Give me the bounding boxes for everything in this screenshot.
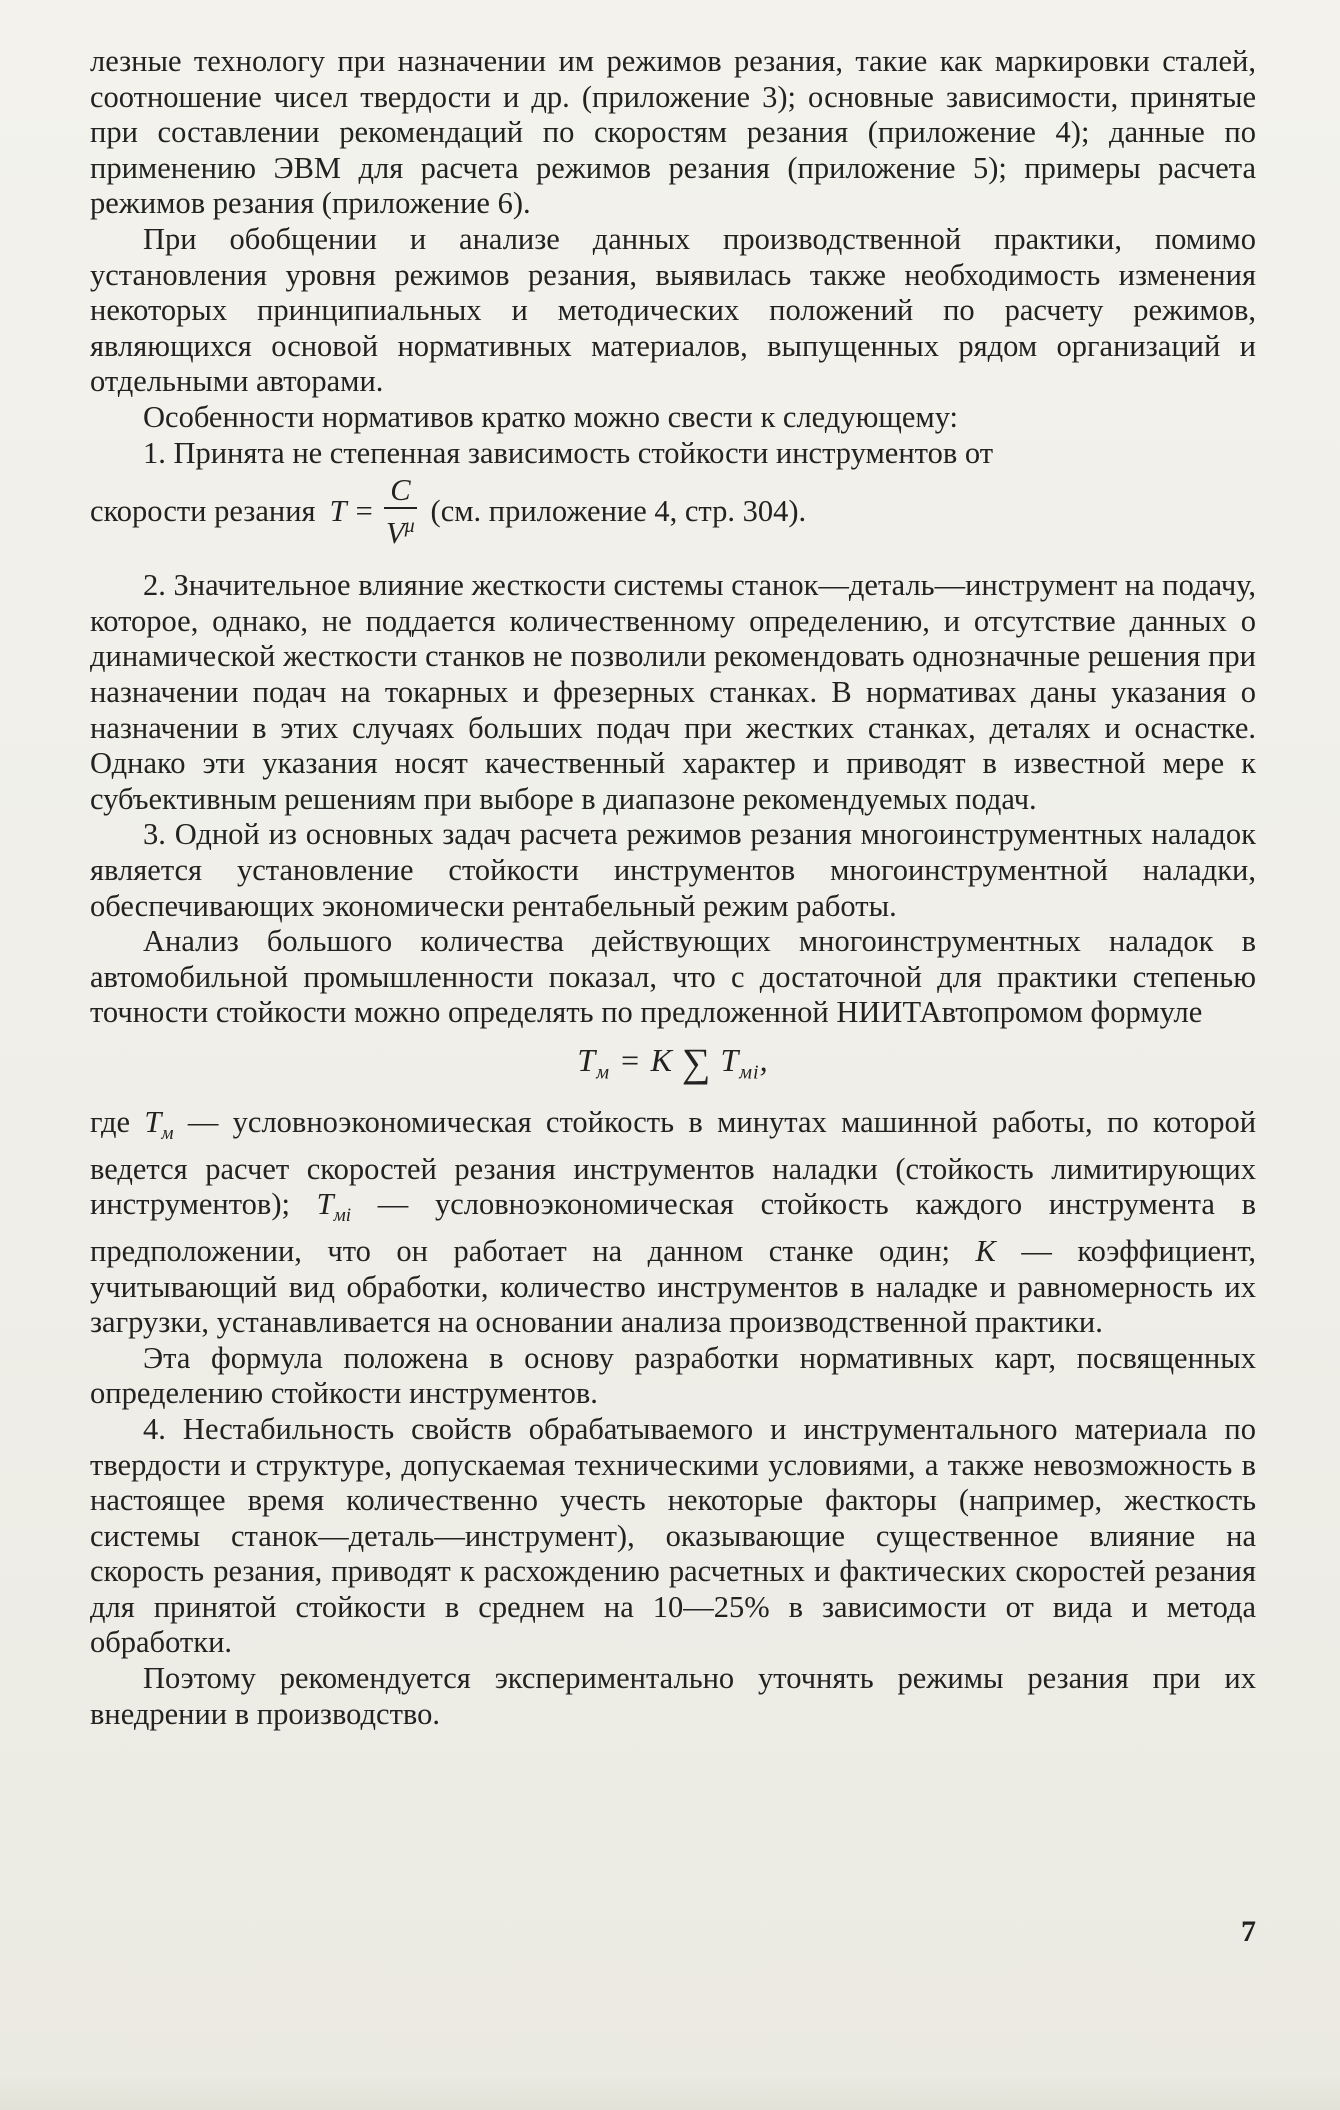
formula2-rhs-sub: мi xyxy=(739,1061,760,1084)
formula-tool-life-velocity xyxy=(90,473,1256,550)
formula-denominator-base: V xyxy=(386,516,405,551)
symbol-tm-base: T xyxy=(144,1104,162,1139)
paragraph-definitions xyxy=(90,1105,1256,1341)
paragraph-item-4: 4. Нестабильность свойств обрабатываемого и инструментального материала по твердости и структуре, допускаемая техническими условиями, а также невозможность в настоящее время количественно учесть некоторые факторы (например, жесткость системы станок—деталь—инструмент), оказывающие существенное влияние на скорость резания, приводят к расхождению расчетных и фактических скоростей резания для принятой стойкости в среднем на 10—25% в зависимости от вида и метода обработки. xyxy=(90,1411,1256,1660)
paragraph-continued: лезные технологу при назначении им режимов резания, такие как маркировки сталей, соотношение чисел твердости и др. (приложение 3); основные зависимости, принятые при составлении рекомендаций по скоростям резания (приложение 4); данные по применению ЭВМ для расчета режимов резания (приложение 5); примеры расчета режимов резания (приложение 6). xyxy=(90,44,1256,221)
formula-conditional-tool-life xyxy=(90,1040,1256,1091)
symbol-tmi-base: T xyxy=(316,1187,334,1222)
formula-suffix: (см. приложение 4, стр. 304). xyxy=(430,493,807,528)
symbol-tmi xyxy=(316,1187,352,1227)
formula2-lhs-sub: м xyxy=(596,1061,610,1084)
formula-denominator xyxy=(386,509,415,550)
paragraph-recommendation: Поэтому рекомендуется экспериментально уточнять режимы резания при их внедрении в производство. xyxy=(90,1661,1256,1731)
sigma-symbol: ∑ xyxy=(681,1040,712,1085)
formula2-lhs: T xyxy=(577,1042,597,1078)
definition-tmi: — условноэкономическая стойкость каждого инструмента в предположении, что он работает на данном станке один; xyxy=(90,1187,1256,1268)
symbol-tm-sub: м xyxy=(161,1123,174,1145)
paragraph-item-1: 1. Принята не степенная зависимость стойкости инструментов от xyxy=(143,435,994,470)
definition-k: — коэффициент, учитывающий вид обработки, количество инструментов в наладке и равномерность их загрузки, устанавливается на основании анализа производственной практики. xyxy=(90,1233,1257,1340)
formula-numerator: C xyxy=(384,473,416,509)
paragraph-formula-basis: Эта формула положена в основу разработки нормативных карт, посвященных определению стойкости инструментов. xyxy=(90,1340,1256,1411)
formula-exponent: μ xyxy=(404,515,415,538)
definitions-where: где xyxy=(90,1104,131,1139)
page-number: 7 xyxy=(1241,1915,1256,1948)
formula2-mid: = K xyxy=(609,1042,682,1078)
formula2-rhs: T xyxy=(720,1042,740,1078)
formula-lhs: T = xyxy=(329,493,375,528)
paragraph-generalization: При обобщении и анализе данных производственной практики, помимо установления уровня режимов резания, выявилась также необходимость изменения некоторых принципиальных и методических положений по расчету режимов, являющихся основой нормативных материалов, выпущенных рядом организаций и отдельными авторами. xyxy=(90,221,1256,399)
symbol-tm xyxy=(144,1104,174,1145)
scan-shadow xyxy=(0,2074,1340,2110)
symbol-tmi-sub: мi xyxy=(333,1205,352,1227)
paragraph-item-3: 3. Одной из основных задач расчета режимов резания многоинструментных наладок является установление стойкости инструментов многоинструментной наладки, обеспечивающих экономически рентабельный режим работы. xyxy=(90,817,1256,923)
symbol-k: K xyxy=(975,1233,996,1268)
paragraph-features-intro: Особенности нормативов кратко можно свести к следующему: xyxy=(143,399,959,434)
definition-tm: — условноэкономическая стойкость в минутах машинной работы, по которой ведется расчет скоростей резания инструментов наладки (стойкость лимитирующих инструментов); xyxy=(90,1104,1257,1222)
formula-fraction xyxy=(384,473,416,550)
paragraph-analysis: Анализ большого количества действующих многоинструментных наладок в автомобильной промышленности показал, что с достаточной для практики степенью точности стойкости можно определять по предложенной НИИТАвтопромом формуле xyxy=(90,924,1256,1030)
formula2-end: , xyxy=(759,1042,769,1078)
paragraph-item-2: 2. Значительное влияние жесткости системы станок—деталь—инструмент на подачу, которое, однако, не поддается количественному определению, и отсутствие данных о динамической жесткости станков не позволили рекомендовать однозначные решения при назначении подач на токарных и фрезерных станках. В нормативах даны указания о назначении в этих случаях больших подач при жестких станках, деталях и оснастке. Однако эти указания носят качественный характер и приводят в известной мере к субъективным решениям при выборе в диапазоне рекомендуемых подач. xyxy=(90,568,1256,816)
formula-prefix: скорости резания xyxy=(90,493,316,528)
body-text xyxy=(90,44,1256,1732)
